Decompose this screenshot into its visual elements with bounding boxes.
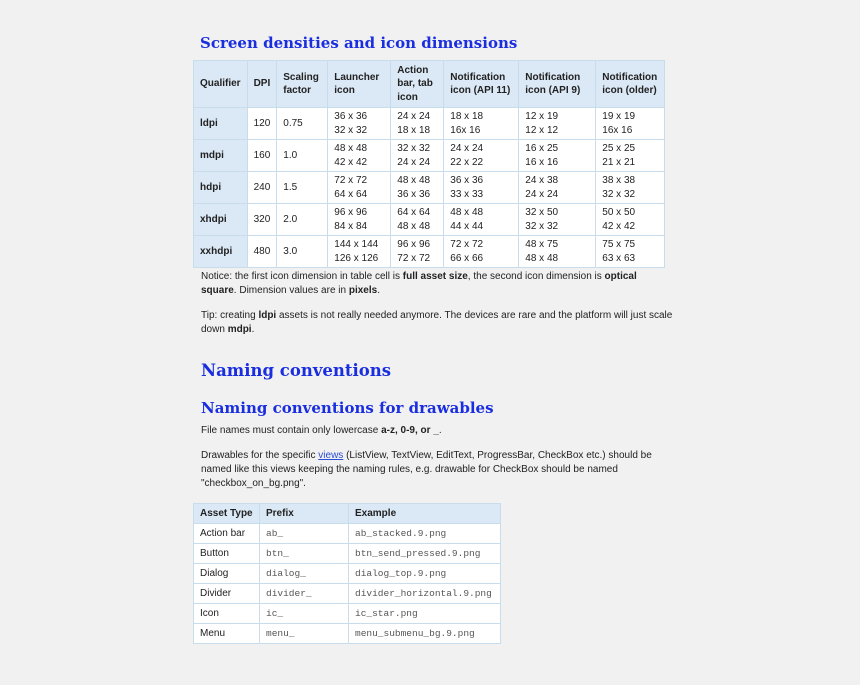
- density-row: [194, 108, 665, 140]
- qualifier-cell: xhdpi: [194, 204, 248, 236]
- actionbar-cell: 32 x 32 24 x 24: [391, 140, 444, 172]
- header-launcher: Launcher icon: [328, 61, 391, 108]
- header-scaling: Scaling factor: [277, 61, 328, 108]
- notifold-cell: 19 x 19 16x 16: [596, 108, 665, 140]
- example-cell: menu_submenu_bg.9.png: [349, 624, 501, 644]
- naming-row: [194, 524, 501, 544]
- example-cell: ab_stacked.9.png: [349, 524, 501, 544]
- example-cell: ic_star.png: [349, 604, 501, 624]
- notifold-cell: 50 x 50 42 x 42: [596, 204, 665, 236]
- densities-table: [193, 60, 665, 268]
- prefix-cell: dialog_: [260, 564, 349, 584]
- notif11-cell: 72 x 72 66 x 66: [444, 236, 519, 268]
- density-row: [194, 172, 665, 204]
- notif9-cell: 16 x 25 16 x 16: [519, 140, 596, 172]
- density-row: [194, 236, 665, 268]
- notifold-cell: 25 x 25 21 x 21: [596, 140, 665, 172]
- asset-type-cell: Icon: [194, 604, 260, 624]
- header-prefix: Prefix: [260, 504, 349, 524]
- naming-row: [194, 624, 501, 644]
- naming-table: [193, 503, 501, 644]
- dpi-cell: 160: [247, 140, 277, 172]
- drawables-heading: Naming conventions for drawables: [201, 399, 494, 417]
- scale-cell: 2.0: [277, 204, 328, 236]
- notif9-cell: 12 x 19 12 x 12: [519, 108, 596, 140]
- header-actionbar: Action bar, tab icon: [391, 61, 444, 108]
- filenames-paragraph: File names must contain only lowercase a-z, 0-9, or _.: [201, 425, 442, 436]
- launcher-cell: 36 x 36 32 x 32: [328, 108, 391, 140]
- header-asset-type: Asset Type: [194, 504, 260, 524]
- qualifier-cell: hdpi: [194, 172, 248, 204]
- naming-row: [194, 544, 501, 564]
- naming-row: [194, 604, 501, 624]
- naming-heading: Naming conventions: [201, 361, 392, 380]
- launcher-cell: 96 x 96 84 x 84: [328, 204, 391, 236]
- prefix-cell: ab_: [260, 524, 349, 544]
- launcher-cell: 72 x 72 64 x 64: [328, 172, 391, 204]
- naming-header-row: [194, 504, 501, 524]
- asset-type-cell: Menu: [194, 624, 260, 644]
- notif9-cell: 24 x 38 24 x 24: [519, 172, 596, 204]
- dpi-cell: 480: [247, 236, 277, 268]
- asset-type-cell: Action bar: [194, 524, 260, 544]
- asset-type-cell: Dialog: [194, 564, 260, 584]
- notifold-cell: 75 x 75 63 x 63: [596, 236, 665, 268]
- prefix-cell: ic_: [260, 604, 349, 624]
- qualifier-cell: xxhdpi: [194, 236, 248, 268]
- dpi-cell: 120: [247, 108, 277, 140]
- dpi-cell: 320: [247, 204, 277, 236]
- example-cell: dialog_top.9.png: [349, 564, 501, 584]
- naming-row: [194, 584, 501, 604]
- document-page: [193, 34, 673, 644]
- notif9-cell: 48 x 75 48 x 48: [519, 236, 596, 268]
- header-notifold: Notification icon (older): [596, 61, 665, 108]
- density-row: [194, 204, 665, 236]
- asset-type-cell: Divider: [194, 584, 260, 604]
- notif9-cell: 32 x 50 32 x 32: [519, 204, 596, 236]
- example-cell: divider_horizontal.9.png: [349, 584, 501, 604]
- actionbar-cell: 24 x 24 18 x 18: [391, 108, 444, 140]
- notif11-cell: 36 x 36 33 x 33: [444, 172, 519, 204]
- scale-cell: 1.5: [277, 172, 328, 204]
- notifold-cell: 38 x 38 32 x 32: [596, 172, 665, 204]
- example-cell: btn_send_pressed.9.png: [349, 544, 501, 564]
- tip-paragraph: Tip: creating ldpi assets is not really needed anymore. The devices are rare and the platform will just scale down mdpi.: [201, 310, 673, 335]
- header-notif11: Notification icon (API 11): [444, 61, 519, 108]
- scale-cell: 0.75: [277, 108, 328, 140]
- drawables-paragraph: Drawables for the specific views (ListView, TextView, EditText, ProgressBar, CheckBox etc.) should be named like this views keeping the naming rules, e.g. drawable for CheckBox should be named "checkbox_on_bg.png".: [201, 450, 652, 489]
- prefix-cell: btn_: [260, 544, 349, 564]
- header-dpi: DPI: [247, 61, 277, 108]
- prefix-cell: menu_: [260, 624, 349, 644]
- header-qualifier: Qualifier: [194, 61, 248, 108]
- density-row: [194, 140, 665, 172]
- actionbar-cell: 96 x 96 72 x 72: [391, 236, 444, 268]
- notif11-cell: 24 x 24 22 x 22: [444, 140, 519, 172]
- actionbar-cell: 64 x 64 48 x 48: [391, 204, 444, 236]
- densities-heading: Screen densities and icon dimensions: [200, 34, 518, 52]
- densities-header-row: [194, 61, 665, 108]
- notif11-cell: 48 x 48 44 x 44: [444, 204, 519, 236]
- notif11-cell: 18 x 18 16x 16: [444, 108, 519, 140]
- launcher-cell: 48 x 48 42 x 42: [328, 140, 391, 172]
- asset-type-cell: Button: [194, 544, 260, 564]
- views-link[interactable]: views: [318, 450, 344, 461]
- prefix-cell: divider_: [260, 584, 349, 604]
- header-notif9: Notification icon (API 9): [519, 61, 596, 108]
- launcher-cell: 144 x 144 126 x 126: [328, 236, 391, 268]
- scale-cell: 3.0: [277, 236, 328, 268]
- scale-cell: 1.0: [277, 140, 328, 172]
- qualifier-cell: mdpi: [194, 140, 248, 172]
- notice-paragraph: Notice: the first icon dimension in table cell is full asset size, the second icon dimension is optical square. Dimension values are in pixels.: [201, 271, 637, 296]
- actionbar-cell: 48 x 48 36 x 36: [391, 172, 444, 204]
- dpi-cell: 240: [247, 172, 277, 204]
- naming-row: [194, 564, 501, 584]
- header-example: Example: [349, 504, 501, 524]
- qualifier-cell: ldpi: [194, 108, 248, 140]
